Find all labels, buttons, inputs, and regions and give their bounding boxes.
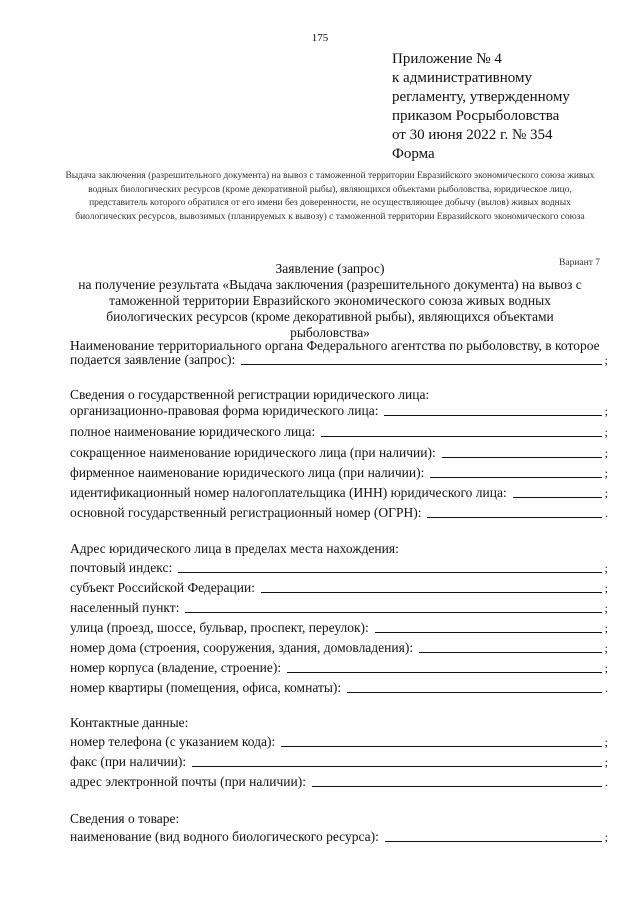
field-label: сокращенное наименование юридического лица (при наличии): bbox=[70, 445, 436, 460]
field-blank[interactable] bbox=[312, 785, 602, 787]
registration-field[interactable]: организационно-правовая форма юридического лица: ; bbox=[70, 403, 608, 418]
registration-field[interactable]: фирменное наименование юридического лица (при наличии): ; bbox=[70, 465, 608, 480]
appendix-line: Форма bbox=[392, 146, 435, 162]
field-blank[interactable] bbox=[192, 765, 601, 767]
title-line-1: Заявление (запрос) bbox=[275, 261, 385, 276]
authority-text: Наименование территориального органа Федерального агентства по рыболовству, в которое bbox=[70, 338, 600, 353]
address-field[interactable]: номер корпуса (владение, строение): ; bbox=[70, 660, 608, 675]
appendix-line: приказом Росрыболовства bbox=[392, 108, 560, 124]
address-field[interactable]: субъект Российской Федерации: ; bbox=[70, 580, 608, 595]
registration-field[interactable]: основной государственный регистрационный номер (ОГРН): . bbox=[70, 505, 608, 520]
registration-field[interactable]: полное наименование юридического лица: ; bbox=[70, 424, 608, 439]
field-blank[interactable] bbox=[347, 691, 602, 693]
field-blank[interactable] bbox=[281, 745, 601, 747]
field-label: полное наименование юридического лица: bbox=[70, 424, 316, 439]
appendix-line: от 30 июня 2022 г. № 354 bbox=[392, 127, 553, 143]
authority-field[interactable]: подается заявление (запрос): ; bbox=[70, 352, 608, 367]
field-blank[interactable] bbox=[185, 611, 601, 613]
field-label: основной государственный регистрационный номер (ОГРН): bbox=[70, 505, 422, 520]
address-field[interactable]: почтовый индекс: ; bbox=[70, 560, 608, 575]
contacts-field[interactable]: факс (при наличии): ; bbox=[70, 754, 608, 769]
appendix-line: регламенту, утвержденному bbox=[392, 89, 570, 105]
field-label: номер дома (строения, сооружения, здания, домовладения): bbox=[70, 640, 414, 655]
field-blank[interactable] bbox=[321, 435, 602, 437]
field-blank[interactable] bbox=[375, 631, 602, 633]
field-label: субъект Российской Федерации: bbox=[70, 580, 255, 595]
page-number: 175 bbox=[311, 32, 329, 44]
field-blank[interactable] bbox=[261, 591, 602, 593]
field-label: подается заявление (запрос): bbox=[70, 352, 236, 367]
field-label: идентификационный номер налогоплательщика (ИНН) юридического лица: bbox=[70, 485, 507, 500]
registration-field[interactable]: сокращенное наименование юридического лица (при наличии): ; bbox=[70, 445, 608, 460]
field-blank[interactable] bbox=[427, 516, 602, 518]
contacts-field[interactable]: адрес электронной почты (при наличии): . bbox=[70, 774, 608, 789]
field-label: улица (проезд, шоссе, бульвар, проспект, переулок): bbox=[70, 620, 369, 635]
variant-label: Вариант 7 bbox=[559, 258, 600, 268]
form-title bbox=[70, 261, 590, 341]
address-field[interactable]: населенный пункт: ; bbox=[70, 600, 608, 615]
appendix-block bbox=[392, 50, 570, 164]
field-label: населенный пункт: bbox=[70, 600, 180, 615]
contacts-field[interactable]: номер телефона (с указанием кода): ; bbox=[70, 734, 608, 749]
field-label: фирменное наименование юридического лица (при наличии): bbox=[70, 465, 425, 480]
address-field[interactable]: номер квартиры (помещения, офиса, комнаты): . bbox=[70, 680, 608, 695]
field-blank[interactable] bbox=[430, 476, 601, 478]
address-heading: Адрес юридического лица в пределах места нахождения: bbox=[70, 541, 399, 556]
field-blank[interactable] bbox=[287, 671, 602, 673]
field-label: номер телефона (с указанием кода): bbox=[70, 734, 276, 749]
contacts-heading: Контактные данные: bbox=[70, 715, 189, 730]
service-note: Выдача заключения (разрешительного документа) на вывоз с таможенной территории Евразийского экономического союза живых водных биологических ресурсов (кроме декоративной рыбы), являющихся объектами рыболовства, юридическое лицо, представитель которого обратился от его имени без доверенности, не осуществляющее добычу (вылов) живых водных биологических ресурсов, вывозимых (планируемых к вывозу) с таможенной территории Евразийского экономического союза bbox=[65, 171, 595, 222]
appendix-line: к административному bbox=[392, 70, 532, 86]
field-label: адрес электронной почты (при наличии): bbox=[70, 774, 306, 789]
field-label: номер квартиры (помещения, офиса, комнаты): bbox=[70, 680, 342, 695]
field-blank[interactable] bbox=[419, 651, 602, 653]
address-field[interactable]: номер дома (строения, сооружения, здания, домовладения): ; bbox=[70, 640, 608, 655]
address-field[interactable]: улица (проезд, шоссе, бульвар, проспект, переулок): ; bbox=[70, 620, 608, 635]
field-blank[interactable] bbox=[384, 414, 601, 416]
title-line-2: на получение результата «Выдача заключения (разрешительного документа) на вывоз с таможенной территории Евразийского экономического союза живых водных биологических ресурсов (кроме декоративной рыбы), являющихся объектами рыболовства» bbox=[78, 277, 582, 340]
field-blank[interactable] bbox=[513, 496, 602, 498]
registration-field[interactable]: идентификационный номер налогоплательщика (ИНН) юридического лица: ; bbox=[70, 485, 608, 500]
field-blank[interactable] bbox=[442, 456, 602, 458]
appendix-line: Приложение № 4 bbox=[392, 51, 502, 67]
field-label: номер корпуса (владение, строение): bbox=[70, 660, 282, 675]
field-label: факс (при наличии): bbox=[70, 754, 187, 769]
goods-field[interactable]: наименование (вид водного биологического ресурса): ; bbox=[70, 829, 608, 844]
field-blank[interactable] bbox=[241, 363, 601, 365]
field-label: наименование (вид водного биологического ресурса): bbox=[70, 829, 379, 844]
registration-heading: Сведения о государственной регистрации юридического лица: bbox=[70, 387, 430, 402]
field-blank[interactable] bbox=[178, 571, 601, 573]
field-label: организационно-правовая форма юридического лица: bbox=[70, 403, 379, 418]
field-label: почтовый индекс: bbox=[70, 560, 173, 575]
goods-heading: Сведения о товаре: bbox=[70, 811, 180, 826]
field-blank[interactable] bbox=[385, 840, 602, 842]
